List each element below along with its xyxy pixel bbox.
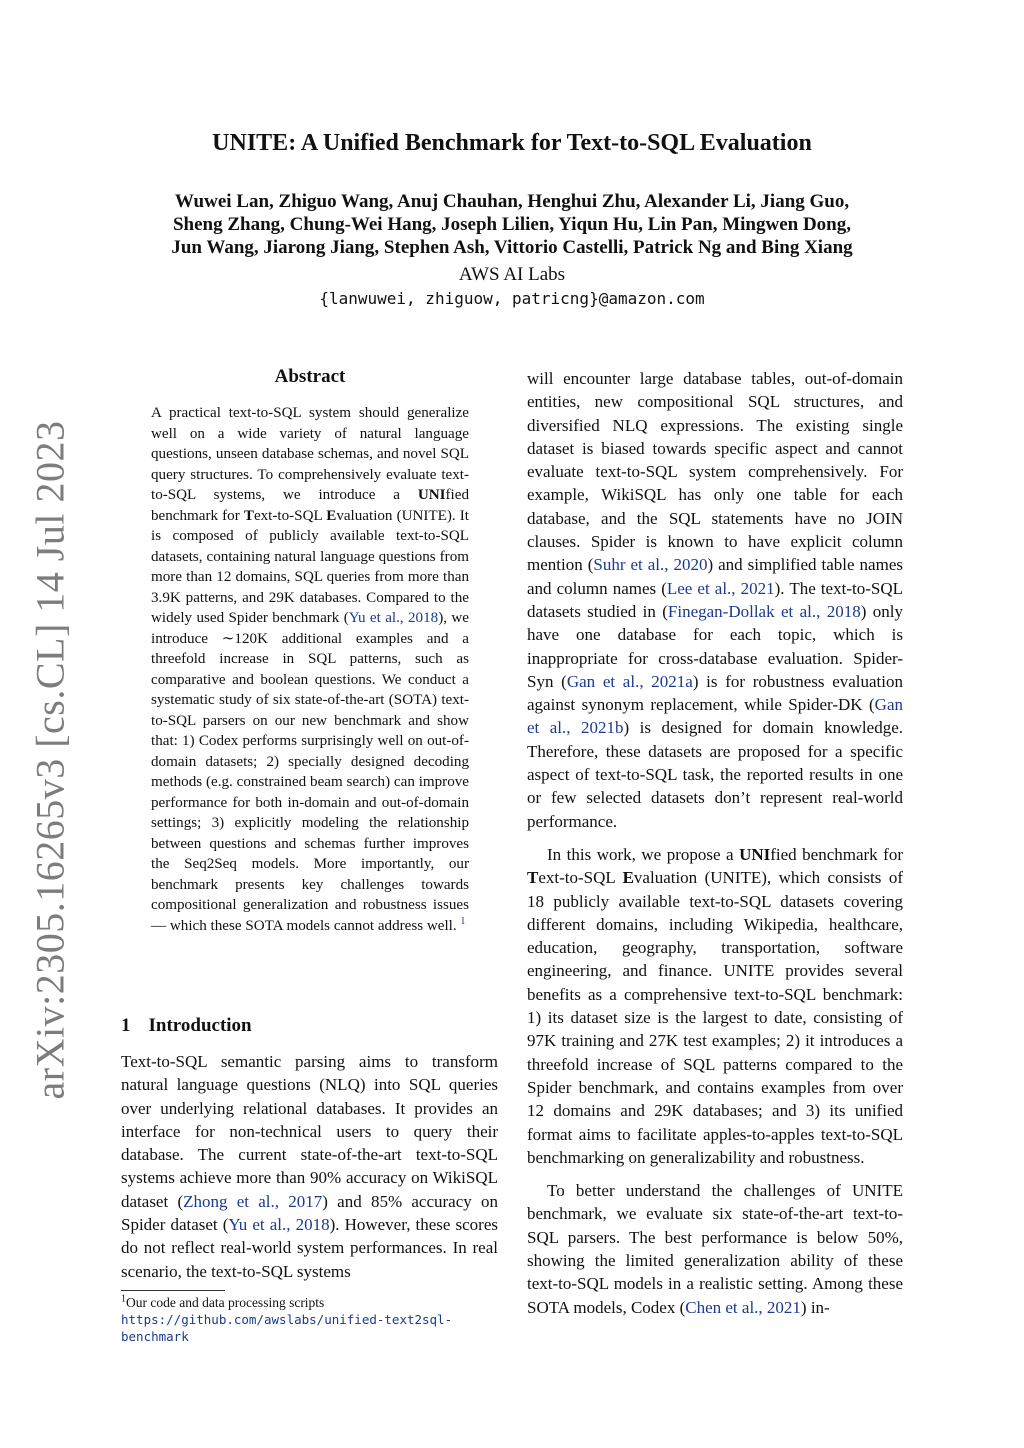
body-text: Text-to-SQL semantic parsing aims to transform natural language questions (NLQ) into SQL queries over underlying relational databases. It provides an interface for non-technical users to query their database. The current state-of-the-art text-to-SQL systems achieve more than 90% accuracy on WikiSQL dataset ( [121,1052,498,1211]
body-text: will encounter large database tables, out-of-domain entities, new compositional SQL structures, and diversified NLQ expressions. The existing single dataset is biased towards specific aspect and cannot evaluate text-to-SQL system comprehensively. For example, WikiSQL has only one table for each database, and the SQL statements have no JOIN clauses. Spider is known to have explicit column mention ( [527,369,903,575]
abstract-bold: T [243,507,254,524]
abstract-text: valuation (UNITE). It is composed of publicly available text-to-SQL datasets, containing natural language questions from more than 12 domains, SQL queries from more than 3.9K patterns, and 29K databases. Compared to the widely used Spider benchmark ( [151,507,469,626]
citation-link[interactable]: Finegan-Dollak et al., 2018 [667,601,861,621]
body-paragraph [527,843,903,1169]
abstract-text: fied benchmark for [151,487,469,524]
abstract-heading: Abstract [274,366,346,387]
citation-link[interactable]: Zhong et al., 2017 [183,1191,323,1211]
authors-line: Sheng Zhang, Chung-Wei Hang, Joseph Lilien, Yiqun Hu, Lin Pan, Mingwen Dong, [172,214,852,235]
footnote [121,1294,506,1345]
author-emails: {lanwuwei, zhiguow, patricng}@amazon.com [319,289,705,308]
arxiv-sidebar [27,420,73,1100]
body-bold: UNI [739,844,771,864]
abstract-text: ext-to-SQL [253,507,327,524]
footnote-text: Our code and data processing scripts [126,1295,325,1310]
citation-link[interactable]: Suhr et al., 2020 [593,555,708,575]
authors-line: Jun Wang, Jiarong Jiang, Stephen Ash, Vittorio Castelli, Patrick Ng and Bing Xiang [171,237,853,258]
body-bold: T [527,868,539,888]
citation-link[interactable]: Gan et al., 2021a [566,671,693,691]
abstract-body [151,403,469,936]
body-text: ext-to-SQL [538,868,623,888]
right-column [527,367,903,1319]
body-text: In this work, we propose a [547,844,740,864]
body-bold: E [622,868,634,888]
body-text: ) is designed for domain knowledge. Therefore, these datasets are proposed for a specific aspect of text-to-SQL task, the reported results in one or few selected datasets don’t represent real-world performance. [527,718,903,831]
citation-link[interactable]: Gan et al., 2021b [527,695,903,738]
abstract-bold: E [326,507,337,524]
paper-title: UNITE: A Unified Benchmark for Text-to-SQL Evaluation [212,130,812,156]
body-text: ) in- [800,1297,830,1317]
citation-link[interactable]: Yu et al., 2018 [348,610,439,626]
body-text: ) and 85% accuracy on Spider dataset ( [121,1191,498,1235]
body-text: valuation (UNITE), which consists of 18 publicly available text-to-SQL datasets covering different domains, including Wikipedia, healthcare, education, geography, transportation, software engineering, and finance. UNITE provides several benefits as a comprehensive text-to-SQL benchmark: 1) its dataset size is the largest to date, consisting of 97K training and 27K test examples; 2) it introduces a threefold increase of SQL patterns compared to the Spider benchmark, and contains examples from over 12 domains and 29K databases; and 3) its unified format aims to facilitate apples-to-apples text-to-SQL benchmarking on generalizability and robustness. [527,868,903,1167]
section-number: 1 [121,1015,131,1036]
body-text: ) only have one database for each topic, which is inappropriate for cross-database evaluation. Spider-Syn ( [527,601,903,691]
citation-link[interactable]: Lee et al., 2021 [666,578,775,598]
footnote-marker[interactable]: 1 [460,915,466,927]
body-text: ) and simplified table names and column names ( [527,555,903,598]
section-title: Introduction [148,1015,252,1036]
affiliation: AWS AI Labs [458,264,566,285]
intro-paragraph [121,1050,498,1283]
abstract-text: A practical text-to-SQL system should generalize well on a wide variety of natural language questions, unseen database schemas, and novel SQL query structures. To comprehensively evaluate text-to-SQL systems, we introduce a [151,405,469,503]
code-repository-link[interactable]: https://github.com/awslabs/unified-text2sql-benchmark [121,1312,453,1344]
body-text: ). The text-to-SQL datasets studied in ( [527,578,903,621]
footnote-rule [121,1290,225,1291]
citation-link[interactable]: Yu et al., 2018 [228,1215,330,1235]
arxiv-identifier: arXiv:2305.16265v3 [cs.CL] 14 Jul 2023 [27,420,73,1100]
authors-line: Wuwei Lan, Zhiguo Wang, Anuj Chauhan, Henghui Zhu, Alexander Li, Jiang Guo, [174,191,850,212]
body-text: To better understand the challenges of UNITE benchmark, we evaluate six state-of-the-art text-to-SQL parsers. The best performance is below 50%, showing the limited generalization ability of these text-to-SQL models in a realistic setting. Among these SOTA models, Codex ( [527,1181,903,1317]
abstract-text: ), we introduce ∼120K additional examples and a threefold increase in SQL patterns, such as comparative and boolean questions. We conduct a systematic study of six state-of-the-art (SOTA) text-to-SQL parsers on our new benchmark and show that: 1) Codex performs surprisingly well on out-of-domain datasets; 2) specially designed decoding methods (e.g. constrained beam search) can improve performance for both in-domain and out-of-domain settings; 3) explicitly modeling the relationship between questions and schemas further improves the Seq2Seq models. More importantly, our benchmark presents key challenges towards compositional generalization and robustness issues — which these SOTA models cannot address well. [151,610,469,934]
body-text: ). However, these scores do not reflect real-world system performances. In real scenario, the text-to-SQL systems [121,1215,499,1281]
body-paragraph [527,367,903,833]
section-heading-introduction [121,1015,252,1037]
body-text: ) is for robustness evaluation against synonym replacement, while Spider-DK ( [527,671,903,715]
body-text: fied benchmark for [770,844,903,864]
abstract-bold: UNI [417,487,446,503]
body-paragraph [527,1179,903,1319]
footnote-number: 1 [121,1293,126,1305]
author-list [0,190,1024,259]
citation-link[interactable]: Chen et al., 2021 [685,1297,801,1317]
